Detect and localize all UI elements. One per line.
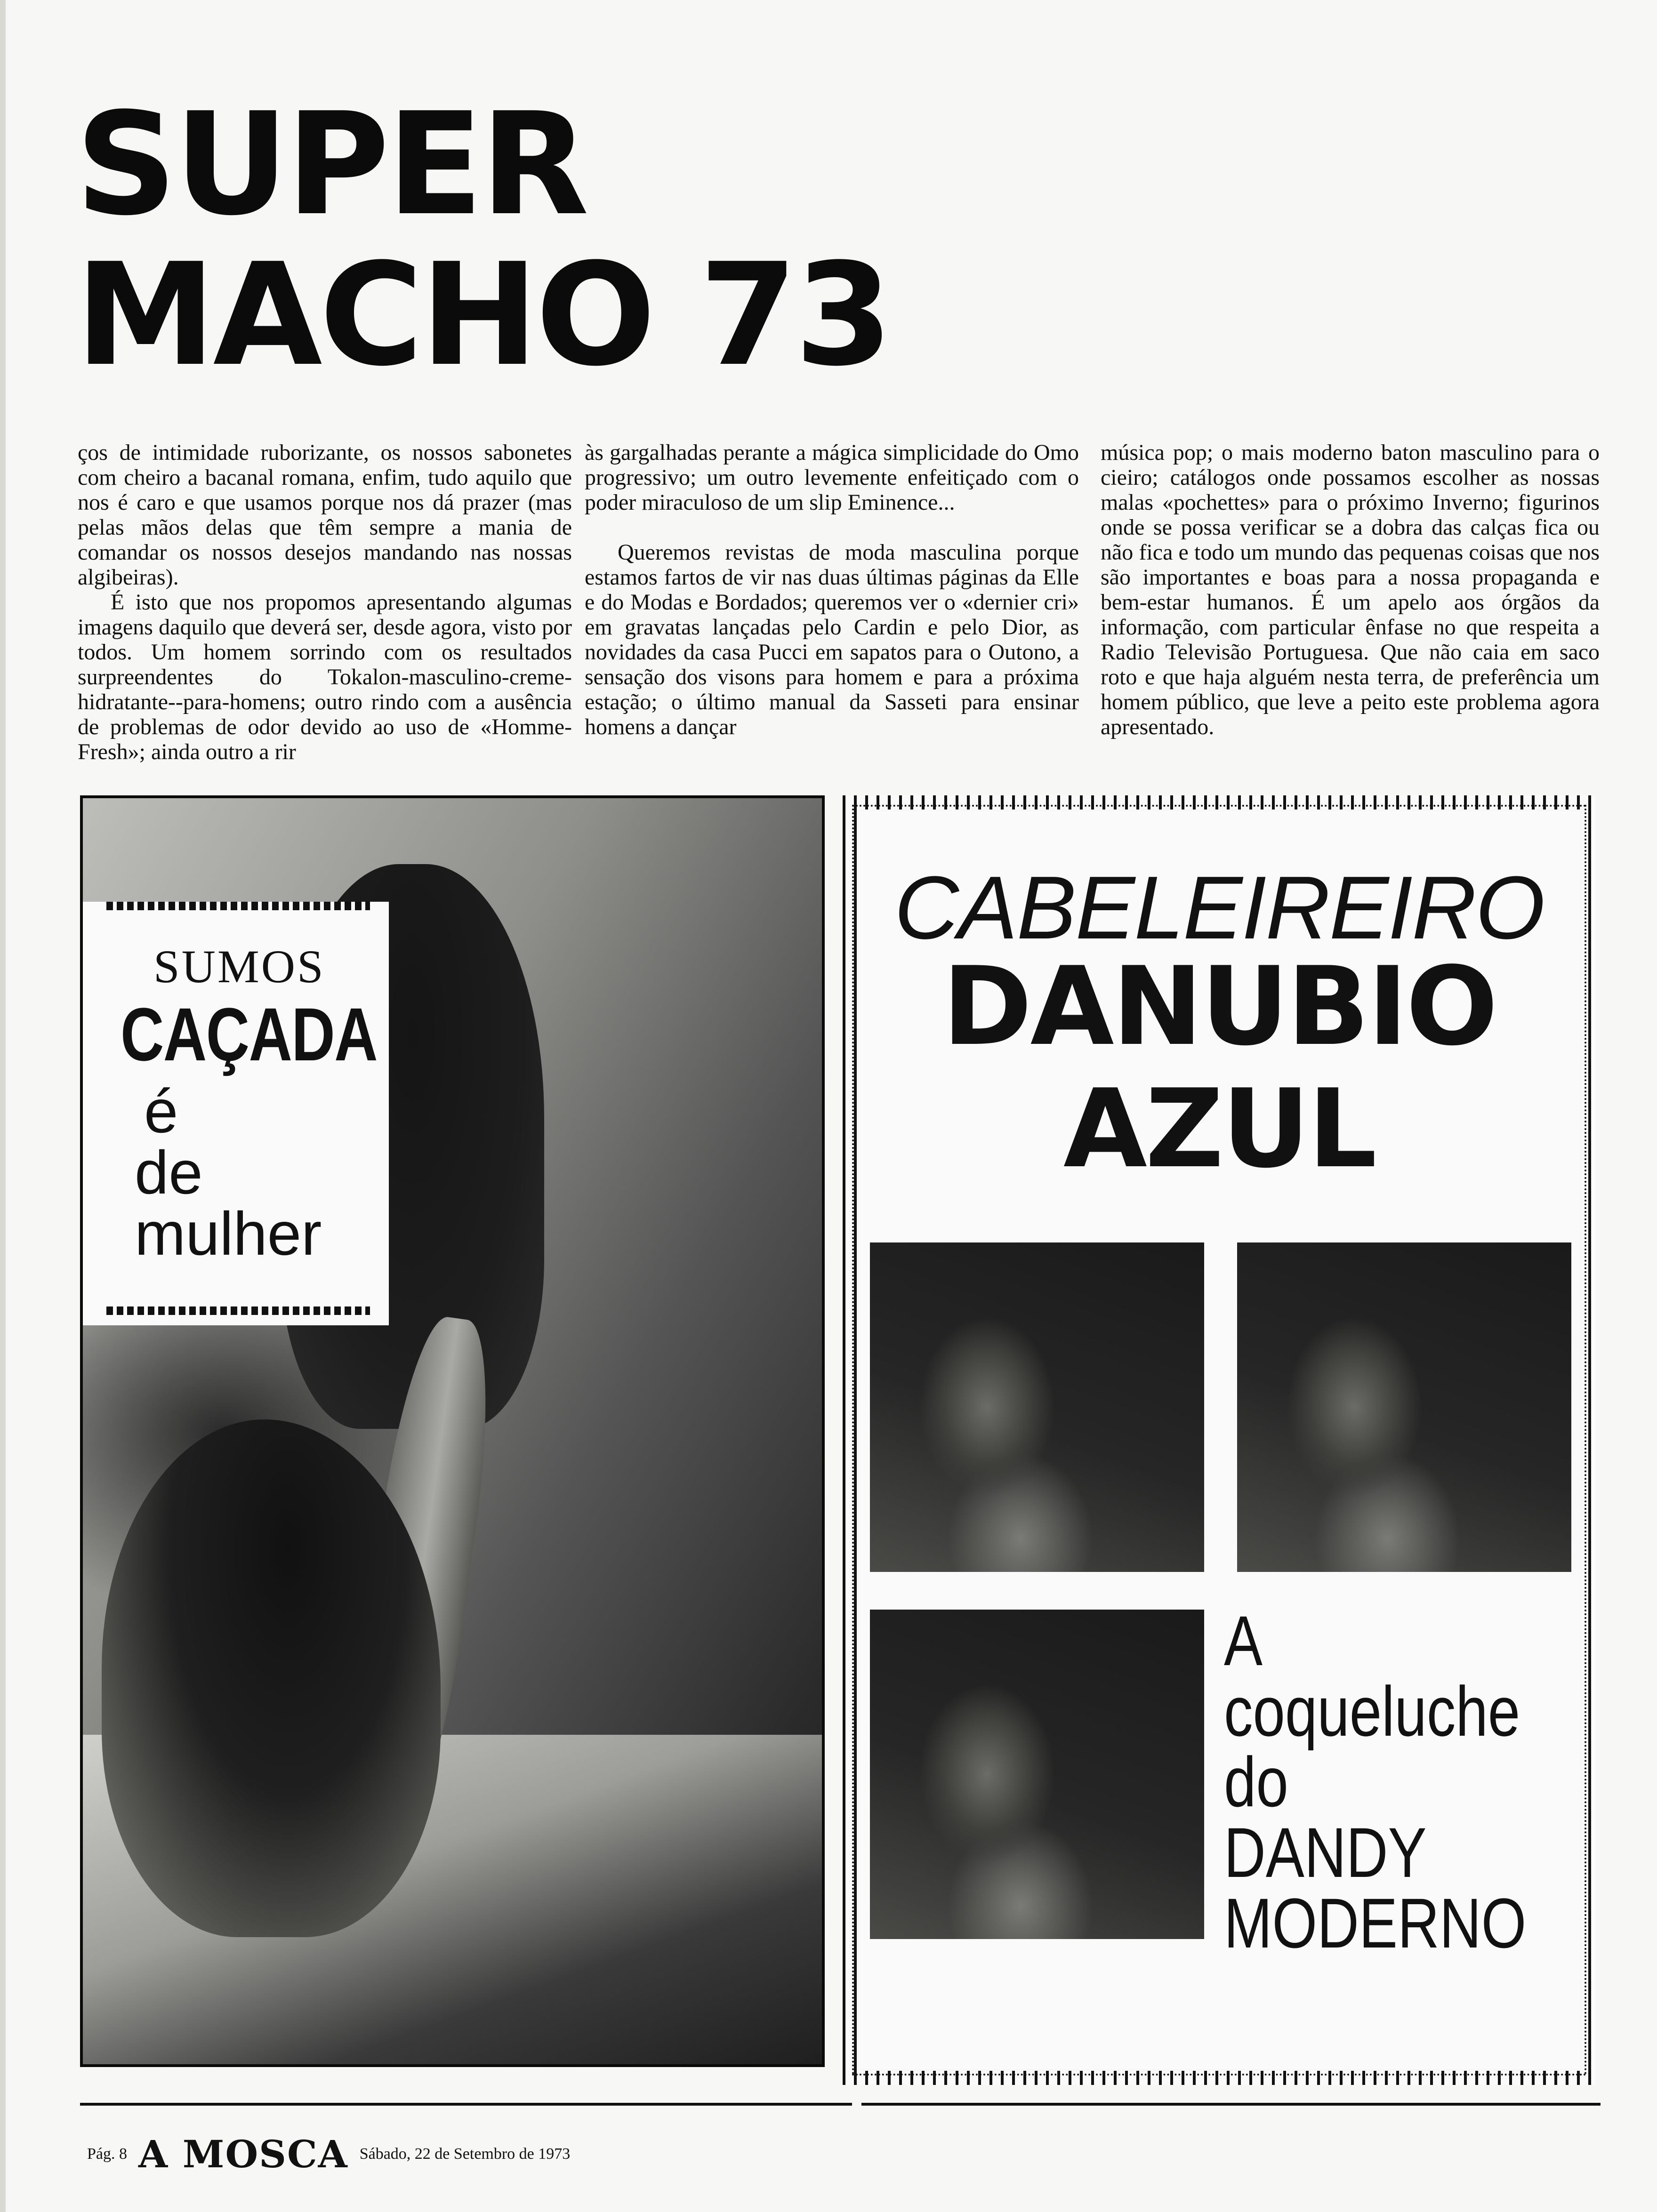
ad-title-main xyxy=(871,946,1568,1191)
headline-line1: SUPER xyxy=(75,82,587,247)
page-number: Pág. 8 xyxy=(87,2145,127,2163)
publication-date: Sábado, 22 de Setembro de 1973 xyxy=(359,2145,571,2163)
article-column-2 xyxy=(585,440,1079,739)
caption-de: de xyxy=(135,1138,203,1207)
headline xyxy=(75,82,890,397)
article-column-3 xyxy=(1101,440,1600,739)
ad-photo-3 xyxy=(870,1610,1204,1939)
decorative-band xyxy=(106,1306,370,1315)
photo-panel-left xyxy=(80,795,825,2067)
ad-tagline-a: A xyxy=(1224,1601,1263,1680)
ad-title-danubio: DANUBIO xyxy=(942,944,1496,1070)
ad-title-cabeleireiro: CABELEIREIRO xyxy=(894,858,1544,958)
footer xyxy=(87,2132,570,2176)
caption-box xyxy=(83,902,389,1325)
caption-cacada: CAÇADA xyxy=(121,992,378,1076)
ad-photo-1 xyxy=(870,1242,1204,1572)
paragraph: ços de intimidade ruborizante, os nossos sabonetes com cheiro a bacanal romana, enfim, tudo aquilo que nos é caro e que usamos porque nos dá prazer (mas pelas mãos delas que têm sempre a mania de comandar os nossos desejos mandando nas nossas algibeiras). xyxy=(78,440,572,590)
decorative-band xyxy=(106,902,370,910)
paragraph: às gargalhadas perante a mágica simplicidade do Omo progressivo; um outro levemente enfeitiçado com o poder miraculoso de um slip Eminence... xyxy=(585,440,1079,515)
ad-photo-2 xyxy=(1237,1242,1571,1572)
ad-title-azul: AZUL xyxy=(1063,1066,1375,1192)
paragraph: Queremos revistas de moda masculina porque estamos fartos de vir nas duas últimas páginas da Elle e do Modas e Bordados; queremos ver o «dernier cri» em gravatas lançadas pelo Cardin e pelo Dior, as novidades da casa Pucci em sapatos para o Outono, a sensação dos visons para homem e para a próxima estação; o último manual da Sasseti para ensinar homens a dançar xyxy=(585,540,1079,739)
caption-sumos: SUMOS xyxy=(153,940,325,993)
headline-line2: MACHO 73 xyxy=(75,233,890,397)
footer-rule-left xyxy=(80,2103,852,2106)
paragraph: É isto que nos propomos apresentando algumas imagens daquilo que deverá ser, desde agora, visto por todos. Um homem sorrindo com os resultados surpreendentes do Tokalon-masculino-creme-hidratante--para-homens; outro rindo com a ausência de problemas de odor devido ao uso de «Homme-Fresh»; ainda outro a rir xyxy=(78,590,572,764)
caption-e: é xyxy=(144,1077,178,1146)
page-edge xyxy=(0,0,6,2212)
caption-mulher: mulher xyxy=(135,1199,322,1268)
paragraph: música pop; o mais moderno baton masculino para o cieiro; catálogos onde possamos escolher as nossas malas «pochettes» para o próximo Inverno; figurinos onde se possa verificar se a dobra das calças fica ou não fica e todo um mundo das pequenas coisas que nos são importantes e boas para a nossa propaganda e bem-estar humanos. É um apelo aos órgãos da informação, com particular ênfase no que respeita a Radio Televisão Portuguesa. Que não caia em saco roto e que haja alguém nesta terra, de preferência um homem público, que leve a peito este problema agora apresentado. xyxy=(1101,440,1600,739)
ad-tagline-moderno: MODERNO xyxy=(1224,1883,1527,1963)
footer-rule-right xyxy=(861,2103,1601,2106)
ad-tagline-dandy: DANDY xyxy=(1224,1813,1427,1892)
publication-name: A MOSCA xyxy=(138,2132,348,2176)
ad-tagline-do: do xyxy=(1224,1742,1288,1821)
ad-tagline-coqueluche: coqueluche xyxy=(1224,1672,1520,1751)
article-column-1 xyxy=(78,440,572,764)
